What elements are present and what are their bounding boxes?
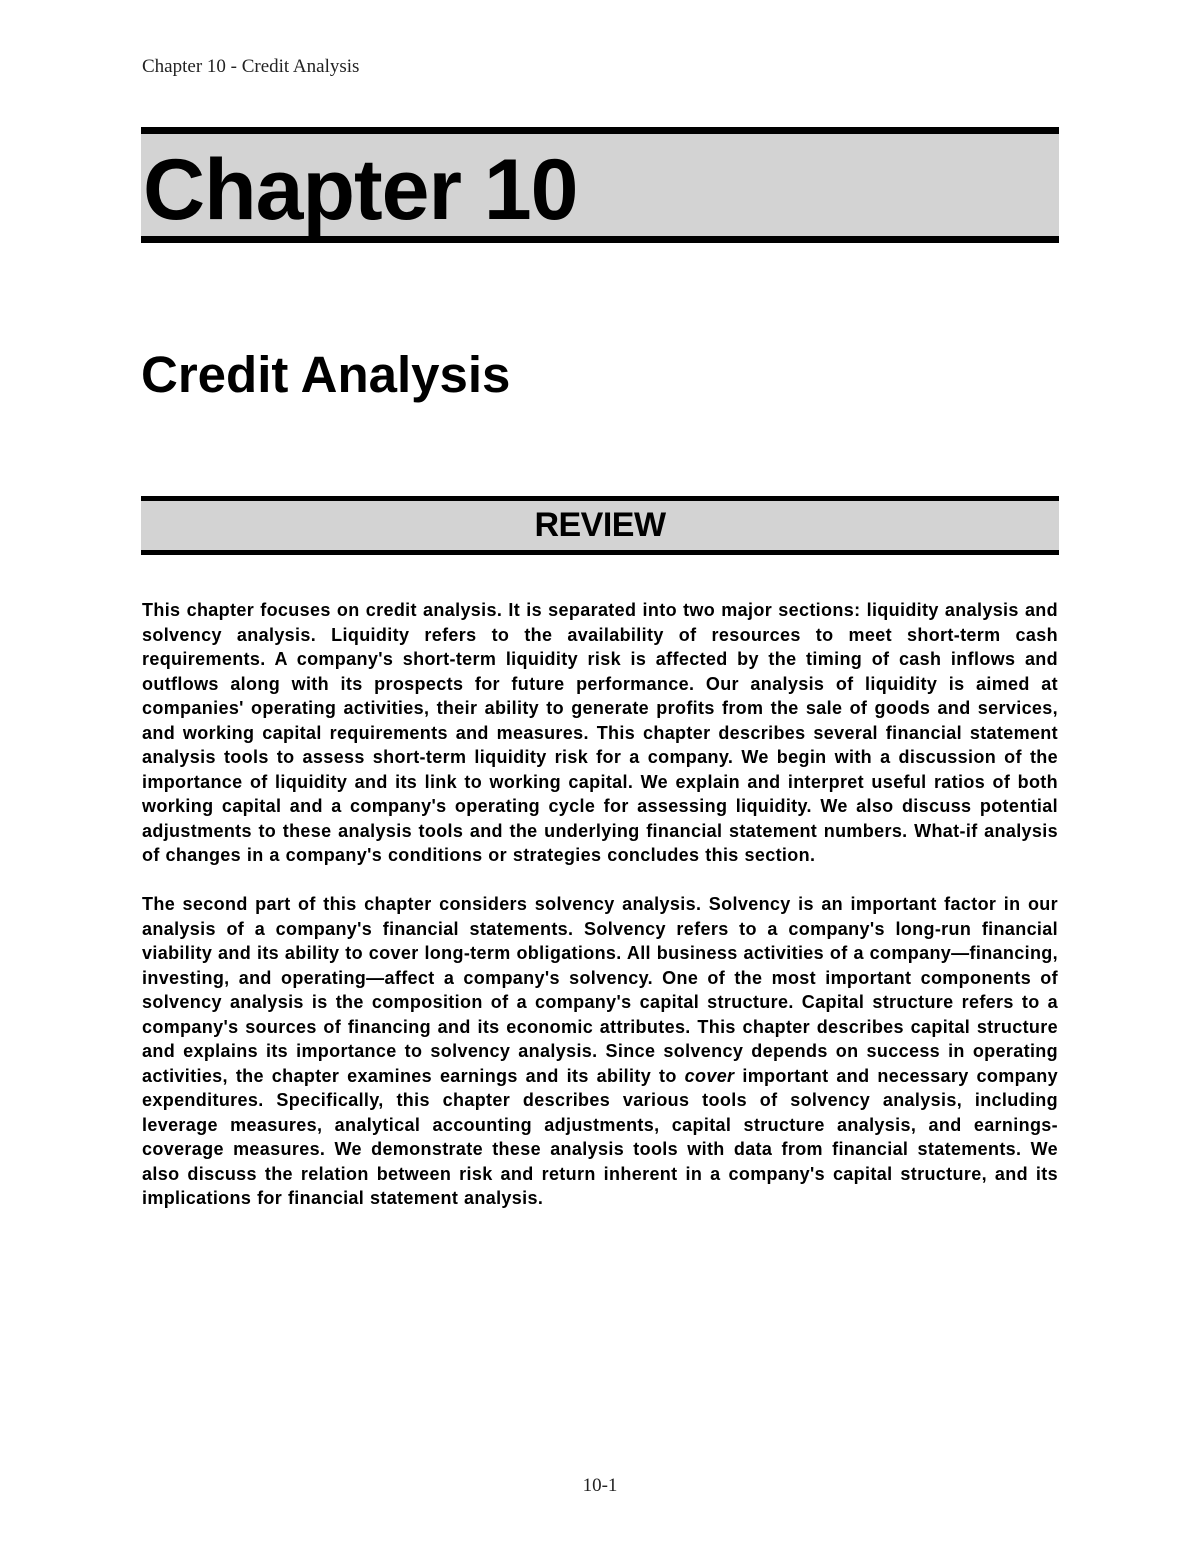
chapter-banner xyxy=(141,127,1059,243)
paragraph-2-italic-word: cover xyxy=(684,1065,735,1086)
review-heading: REVIEW xyxy=(534,506,666,544)
paragraph-2-text-start: The second part of this chapter considers solvency analysis. Solvency is an important factor in our analysis of a company's financial statements. Solvency refers to a company's long-run financial viability and its ability to cover long-term obligations. All business activities of a company—financing, investing, and operating—affect a company's solvency. One of the most important components of solvency analysis is the composition of a company's capital structure. Capital structure refers to a company's sources of financing and its economic attributes. This chapter describes capital structure and explains its importance to solvency analysis. Since solvency depends on success in operating activities, the chapter examines earnings and its ability to xyxy=(142,894,1058,1086)
review-banner xyxy=(141,496,1059,555)
running-header: Chapter 10 - Credit Analysis xyxy=(142,56,360,77)
chapter-title: Chapter 10 xyxy=(143,142,578,238)
review-paragraph-2 xyxy=(142,892,1058,1211)
page-number: 10-1 xyxy=(582,1475,618,1496)
chapter-subtitle: Credit Analysis xyxy=(141,346,511,403)
review-paragraph-1: This chapter focuses on credit analysis. It is separated into two major sections: liquidity analysis and solvency analysis. Liquidity refers to the availability of resources to meet short-term cash requirements. A company's short-term liquidity risk is affected by the timing of cash inflows and outflows along with its prospects for future performance. Our analysis of liquidity is aimed at companies' operating activities, their ability to generate profits from the sale of goods and services, and working capital requirements and measures. This chapter describes several financial statement analysis tools to assess short-term liquidity risk for a company. We begin with a discussion of the importance of liquidity and its link to working capital. We explain and interpret useful ratios of both working capital and a company's operating cycle for assessing liquidity. We also discuss potential adjustments to these analysis tools and the underlying financial statement numbers. What-if analysis of changes in a company's conditions or strategies concludes this section. xyxy=(142,600,1058,865)
paragraph-2-text-end: important and necessary company expenditures. Specifically, this chapter describes various tools of solvency analysis, including leverage measures, analytical accounting adjustments, capital structure analysis, and earnings-coverage measures. We demonstrate these analysis tools with data from financial statements. We also discuss the relation between risk and return inherent in a company's capital structure, and its implications for financial statement analysis. xyxy=(142,1065,1058,1208)
review-body xyxy=(142,598,1058,1235)
